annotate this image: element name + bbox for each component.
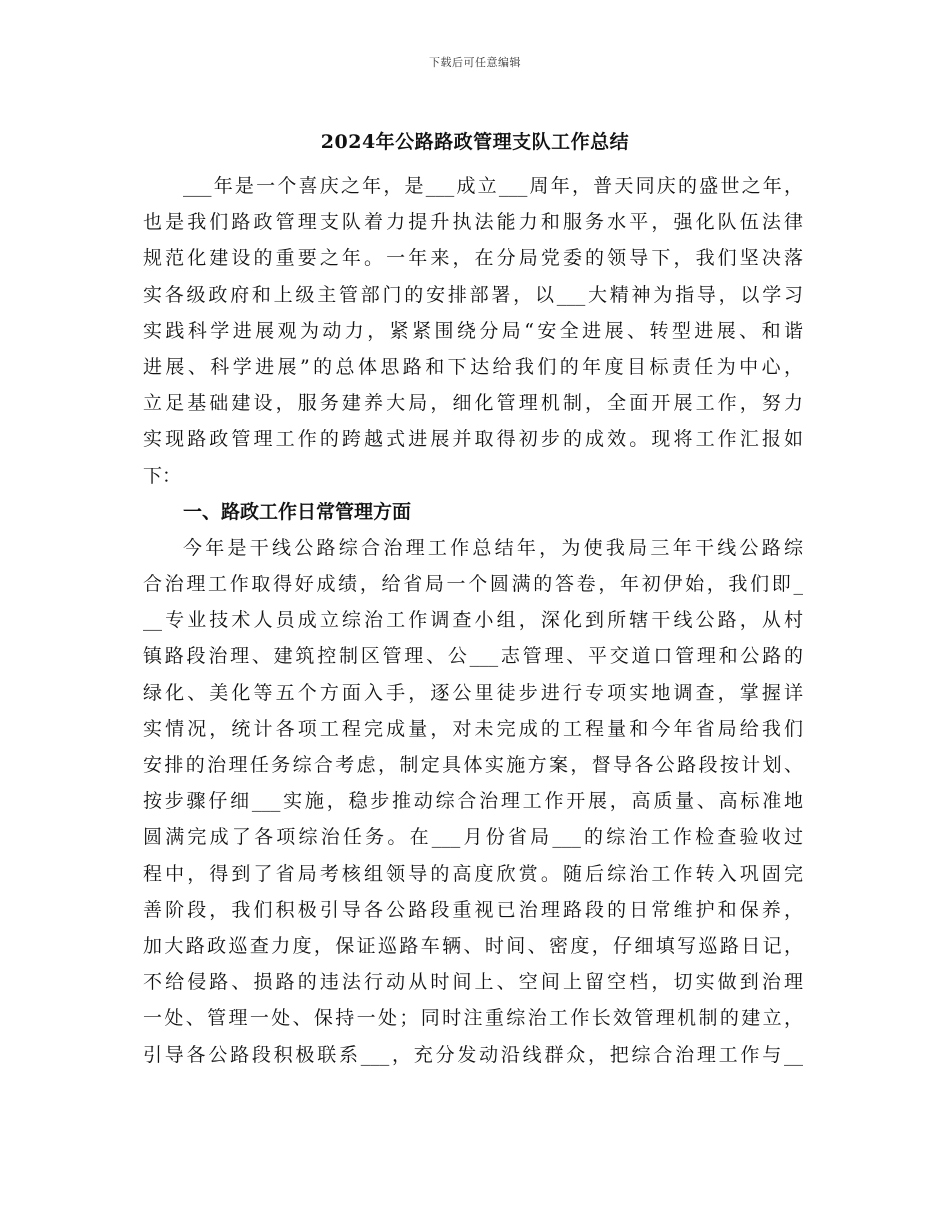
paragraph-line: 合治理工作取得好成绩，给省局一个圆满的答卷，年初伊始，我们即_	[143, 573, 803, 596]
document-title: 2024年公路路政管理支队工作总结	[320, 131, 630, 153]
paragraph-line: 程中，得到了省局考核组领导的高度欣赏。随后综治工作转入巩固完	[143, 862, 803, 885]
paragraph-line: 也是我们路政管理支队着力提升执法能力和服务水平，强化队伍法律	[143, 211, 803, 234]
paragraph-line: 今年是干线公路综合治理工作总结年，为使我局三年干线公路综	[183, 536, 803, 559]
paragraph-line: 加大路政巡查力度，保证巡路车辆、时间、密度，仔细填写巡路日记，	[143, 934, 803, 957]
section-heading: 一、路政工作日常管理方面	[183, 500, 412, 523]
paragraph-line: 绿化、美化等五个方面入手，逐公里徒步进行专项实地调查，掌握详	[143, 681, 803, 704]
paragraph-line: 实情况，统计各项工程完成量，对未完成的工程量和今年省局给我们	[143, 717, 803, 740]
paragraph-line: 实践科学进展观为动力，紧紧围绕分局“安全进展、转型进展、和谐	[143, 319, 803, 342]
header-note: 下载后可任意编辑	[429, 56, 521, 69]
paragraph-line: 立足基础建设，服务建养大局，细化管理机制，全面开展工作，努力	[143, 392, 803, 415]
paragraph-line: 一处、管理一处、保持一处；同时注重综治工作长效管理机制的建立，	[143, 1007, 803, 1030]
paragraph-line: 引导各公路段积极联系___，充分发动沿线群众，把综合治理工作与__	[143, 1043, 803, 1066]
paragraph-line: 按步骤仔细___实施，稳步推动综合治理工作开展，高质量、高标准地	[143, 790, 803, 813]
document-body	[143, 168, 803, 1073]
paragraph-line: 实各级政府和上级主管部门的安排部署，以___大精神为指导，以学习	[143, 283, 803, 306]
paragraph-line: 进展、科学进展”的总体思路和下达给我们的年度目标责任为中心，	[143, 355, 803, 378]
paragraph-line: 规范化建设的重要之年。一年来，在分局党委的领导下，我们坚决落	[143, 247, 803, 270]
paragraph-line: 不给侵路、损路的违法行动从时间上、空间上留空档，切实做到治理	[143, 971, 803, 994]
paragraph-line: 实现路政管理工作的跨越式进展并取得初步的成效。现将工作汇报如	[143, 428, 803, 451]
paragraph-line: 安排的治理任务综合考虑，制定具体实施方案，督导各公路段按计划、	[143, 754, 803, 776]
paragraph-line: 下：	[143, 464, 182, 487]
paragraph-line: 镇路段治理、建筑控制区管理、公___志管理、平交道口管理和公路的	[143, 645, 803, 668]
paragraph-line: __专业技术人员成立综治工作调查小组，深化到所辖干线公路，从村	[143, 609, 803, 632]
paragraph-line: 圆满完成了各项综治任务。在___月份省局___的综治工作检查验收过	[143, 826, 803, 849]
paragraph-line: 善阶段，我们积极引导各公路段重视已治理路段的日常维护和保养，	[143, 898, 803, 921]
paragraph-line: ___年是一个喜庆之年，是___成立___周年，普天同庆的盛世之年，	[183, 175, 803, 197]
